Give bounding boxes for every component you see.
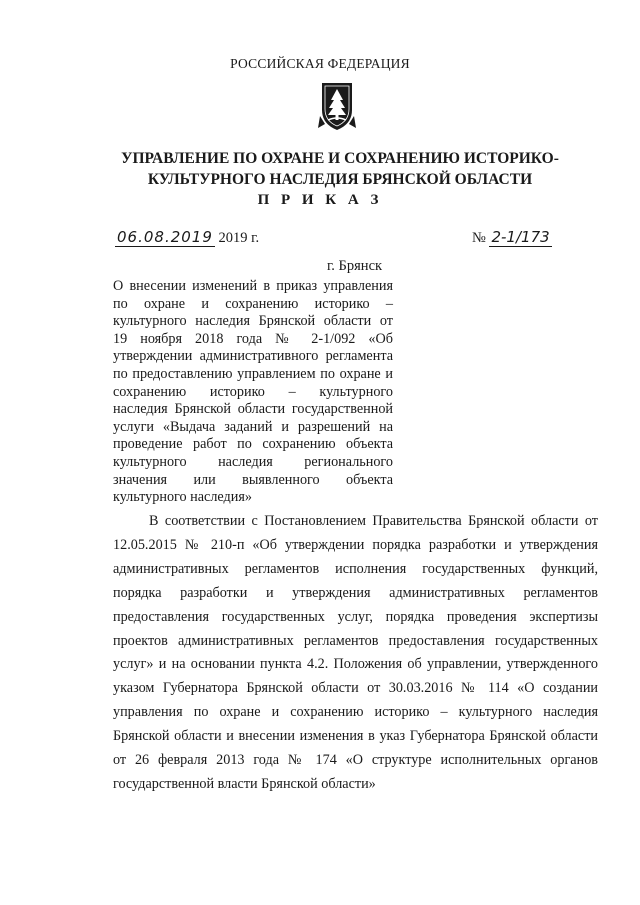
bryansk-coat-of-arms-icon — [318, 80, 356, 132]
body-line: административных регламентов исполнения государственных функций, — [113, 560, 598, 577]
body-line: услуг» и на основании пункта 4.2. Положения об управлении, утвержденного — [113, 656, 598, 673]
city: г. Брянск — [327, 258, 383, 274]
body-line: проектов административных регламентов предоставления государственных — [113, 632, 598, 649]
number-prefix: № — [472, 230, 486, 246]
order-date — [115, 228, 259, 247]
subject-line: по предоставлению управлением по охране и — [113, 365, 393, 382]
body-line: управления по охране и сохранению историко – культурного наследия — [113, 704, 598, 721]
body-line: от 26 февраля 2013 года № 174 «О структуре исполнительных органов — [113, 752, 598, 769]
subject-line: утверждении административного регламента — [113, 348, 393, 365]
order-subject — [113, 278, 393, 507]
subject-line: проведение работ по сохранению объекта — [113, 436, 393, 453]
body-line: государственной власти Брянской области» — [113, 775, 376, 792]
subject-line: культурного наследия регионального — [113, 453, 393, 470]
subject-line: значения или выявленного объекта — [113, 471, 393, 488]
document-type: П Р И К А З — [257, 192, 383, 208]
subject-line: наследия Брянской области государственной — [113, 401, 393, 418]
org-line-2: КУЛЬТУРНОГО НАСЛЕДИЯ БРЯНСКОЙ ОБЛАСТИ — [147, 171, 533, 188]
order-number — [472, 228, 552, 247]
subject-line: О внесении изменений в приказ управления — [113, 278, 393, 294]
body-paragraph — [113, 510, 598, 797]
body-line: Брянской области и внесении изменения в указ Губернатора Брянской области — [113, 728, 598, 745]
body-line: 12.05.2015 № 210-п «Об утверждении порядка разработки и утверждения — [113, 536, 598, 553]
subject-line: культурного наследия» — [113, 489, 252, 506]
body-line: В соответствии с Постановлением Правительства Брянской области от — [149, 513, 598, 529]
subject-line: услуги «Выдача заданий и разрешений на — [113, 418, 393, 435]
body-line: предоставления государственных услуг, порядка проведения экспертизы — [113, 608, 598, 625]
subject-line: 19 ноября 2018 года № 2-1/092 «Об — [113, 330, 393, 347]
subject-line: сохранению историко – культурного — [113, 383, 393, 400]
organization-name — [120, 148, 560, 190]
handwritten-number: 2-1/173 — [491, 228, 550, 246]
subject-line: культурного наследия Брянской области от — [113, 313, 393, 330]
body-line: указом Губернатора Брянской области от 30.03.2016 № 114 «О создании — [113, 680, 598, 697]
subject-line: по охране и сохранению историко – — [113, 295, 393, 312]
date-suffix: 2019 г. — [218, 230, 260, 246]
handwritten-date: 06.08.2019 — [117, 228, 213, 246]
body-line: порядка разработки и утверждения административных регламентов — [113, 584, 598, 601]
org-line-1: УПРАВЛЕНИЕ ПО ОХРАНЕ И СОХРАНЕНИЮ ИСТОРИКО- — [121, 150, 559, 167]
country-name: РОССИЙСКАЯ ФЕДЕРАЦИЯ — [230, 56, 410, 71]
